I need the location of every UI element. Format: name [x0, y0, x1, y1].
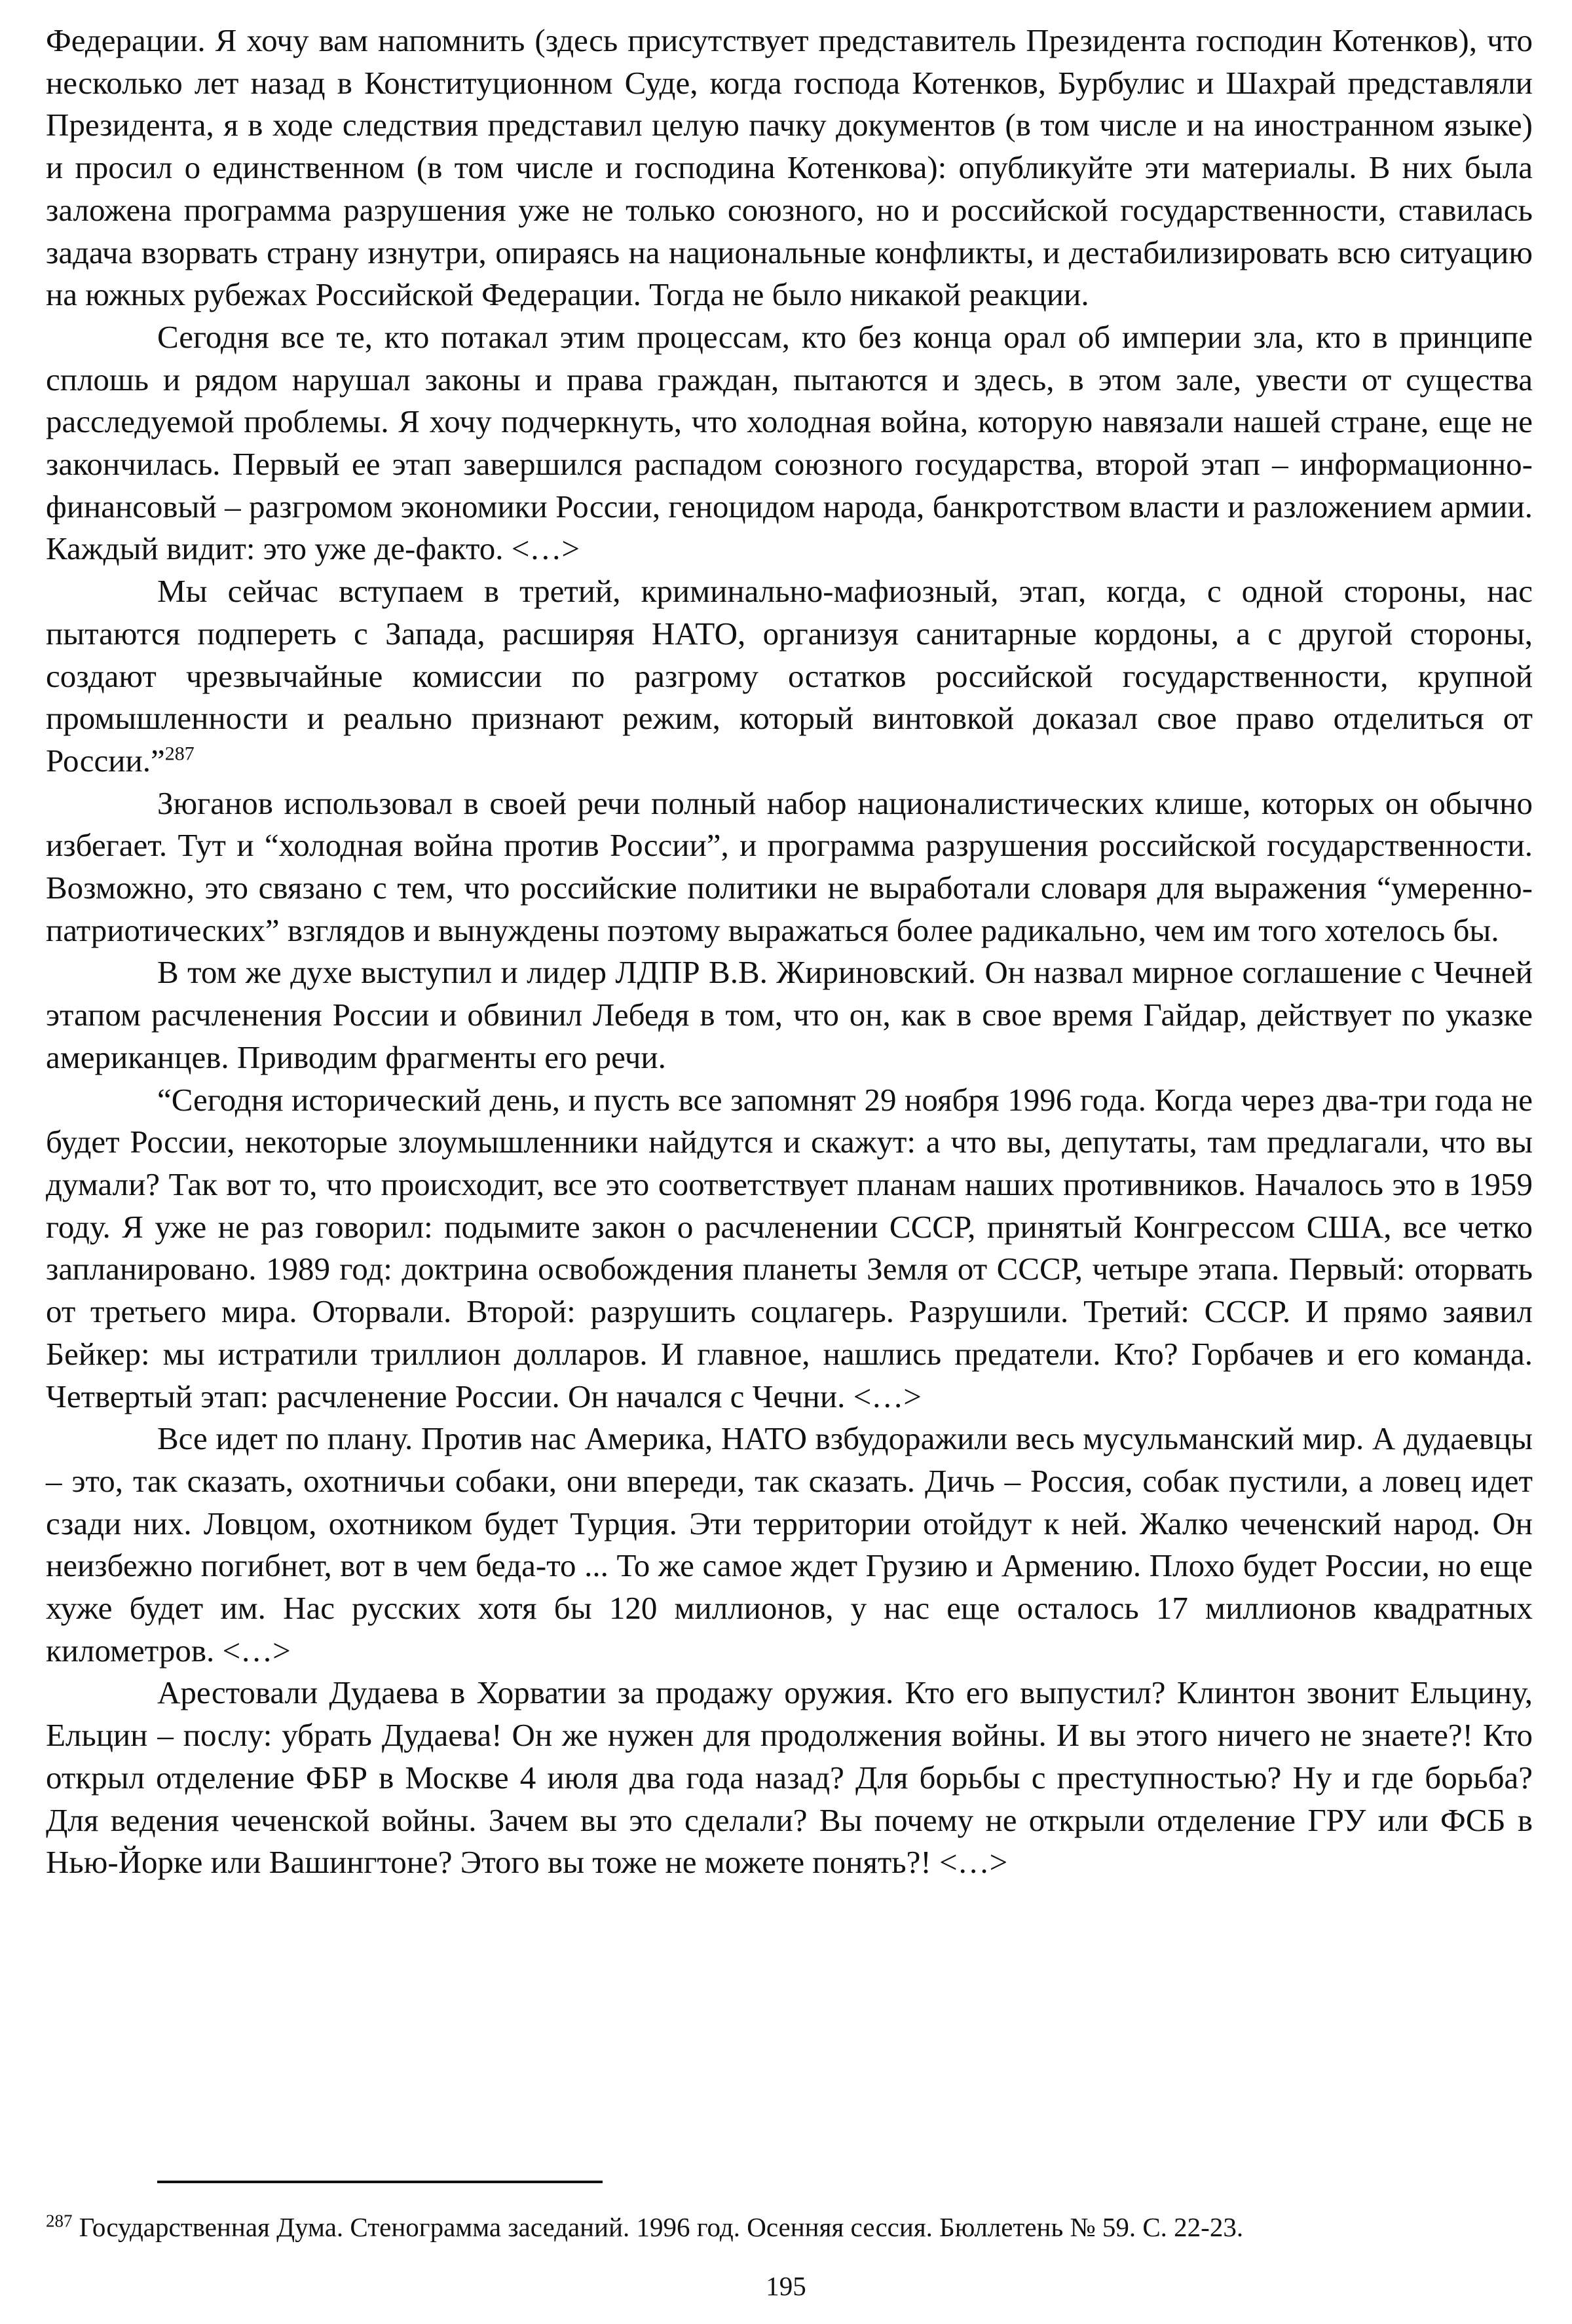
paragraph-5	[46, 951, 1533, 1079]
paragraph-8	[46, 1672, 1533, 1884]
paragraph-7	[46, 1418, 1533, 1672]
footnote-number: 287	[46, 2211, 73, 2231]
paragraph-text: Федерации. Я хочу вам напомнить (здесь присутствует представитель Президента господин Котенков), что несколько лет назад в Конституционном Суде, когда господа Котенков, Бурбулис и Шахрай представляли Президента, я в ходе следствия представил целую пачку документов (в том числе и на иностранном языке) и просил о единственном (в том числе и господина Котенкова): опубликуйте эти материалы. В них была заложена программа разрушения уже не только союзного, но и российской государственности, ставилась задача взорвать страну изнутри, опираясь на национальные конфликты, и дестабилизировать всю ситуацию на южных рубежах Российской Федерации. Тогда не было никакой реакции.	[46, 22, 1533, 313]
footnote-reference[interactable]: 287	[164, 743, 195, 765]
paragraph-text: Зюганов использовал в своей речи полный набор националистических клише, которых он обычно избегает. Тут и “холодная война против России”, и программа разрушения российской государственности. Возможно, это связано с тем, что российские политики не выработали словаря для выражения “умеренно-патриотических” взглядов и вынуждены поэтому выражаться более радикально, чем им того хотелось бы.	[46, 784, 1533, 948]
paragraph-text: “Сегодня исторический день, и пусть все запомнят 29 ноября 1996 года. Когда через два-три года не будет России, некоторые злоумышленники найдутся и скажут: а что вы, депутаты, там предлагали, что вы думали? Так вот то, что происходит, все это соответствует планам наших противников. Началось это в 1959 году. Я уже не раз говорил: подымите закон о расчленении СССР, принятый Конгрессом США, все четко запланировано. 1989 год: доктрина освобождения планеты Земля от СССР, четыре этапа. Первый: оторвать от третьего мира. Оторвали. Второй: разрушить соцлагерь. Разрушили. Третий: СССР. И прямо заявил Бейкер: мы истратили триллион долларов. И главное, нашлись предатели. Кто? Горбачев и его команда. Четвертый этап: расчленение России. Он начался с Чечни. <…>	[46, 1081, 1533, 1414]
footnote	[46, 2209, 1533, 2245]
footnote-text: Государственная Дума. Стенограмма заседаний. 1996 год. Осенняя сессия. Бюллетень № 59. С. 22-23.	[79, 2212, 1244, 2242]
page-number: 195	[766, 2271, 806, 2301]
paragraph-text: Мы сейчас вступаем в третий, криминально-мафиозный, этап, когда, с одной стороны, нас пытаются подпереть с Запада, расширяя НАТО, организуя санитарные кордоны, а с другой стороны, создают чрезвычайные комиссии по разгрому остатков российской государственности, крупной промышленности и реально признают режим, который винтовкой доказал свое право отделиться от России.”	[46, 573, 1533, 779]
paragraph-3	[46, 570, 1533, 783]
footnote-divider	[157, 2181, 603, 2183]
paragraph-1	[46, 20, 1533, 316]
paragraph-text: В том же духе выступил и лидер ЛДПР В.В. Жириновский. Он назвал мирное соглашение с Чечней этапом расчленения России и обвинил Лебедя в том, что он, как в свое время Гайдар, действует по указке американцев. Приводим фрагменты его речи.	[46, 954, 1533, 1075]
paragraph-text: Все идет по плану. Против нас Америка, НАТО взбудоражили весь мусульманский мир. А дудаевцы – это, так сказать, охотничьи собаки, они впереди, так сказать. Дичь – Россия, собак пустили, а ловец идет сзади них. Ловцом, охотником будет Турция. Эти территории отойдут к ней. Жалко чеченский народ. Он неизбежно погибнет, вот в чем беда-то ... То же самое ждет Грузию и Армению. Плохо будет России, но еще хуже будет им. Нас русских хотя бы 120 миллионов, у нас еще осталось 17 миллионов квадратных километров. <…>	[46, 1420, 1533, 1669]
paragraph-4	[46, 783, 1533, 952]
page-body	[46, 20, 1533, 1884]
paragraph-6	[46, 1079, 1533, 1418]
paragraph-2	[46, 316, 1533, 570]
paragraph-text: Арестовали Дудаева в Хорватии за продажу оружия. Кто его выпустил? Клинтон звонит Ельцину, Ельцин – послу: убрать Дудаева! Он же нужен для продолжения войны. И вы этого ничего не знаете?! Кто открыл отделение ФБР в Москве 4 июля два года назад? Для борьбы с преступностью? Ну и где борьба? Для ведения чеченской войны. Зачем вы это сделали? Вы почему не открыли отделение ГРУ или ФСБ в Нью-Йорке или Вашингтоне? Этого вы тоже не можете понять?! <…>	[46, 1674, 1533, 1881]
paragraph-text: Сегодня все те, кто потакал этим процессам, кто без конца орал об империи зла, кто в принципе сплошь и рядом нарушал законы и права граждан, пытаются и здесь, в этом зале, увести от существа расследуемой проблемы. Я хочу подчеркнуть, что холодная война, которую навязали нашей стране, еще не закончилась. Первый ее этап завершился распадом союзного государства, второй этап – информационно-финансовый – разгромом экономики России, геноцидом народа, банкротством власти и разложением армии. Каждый видит: это уже де-факто. <…>	[46, 318, 1533, 567]
